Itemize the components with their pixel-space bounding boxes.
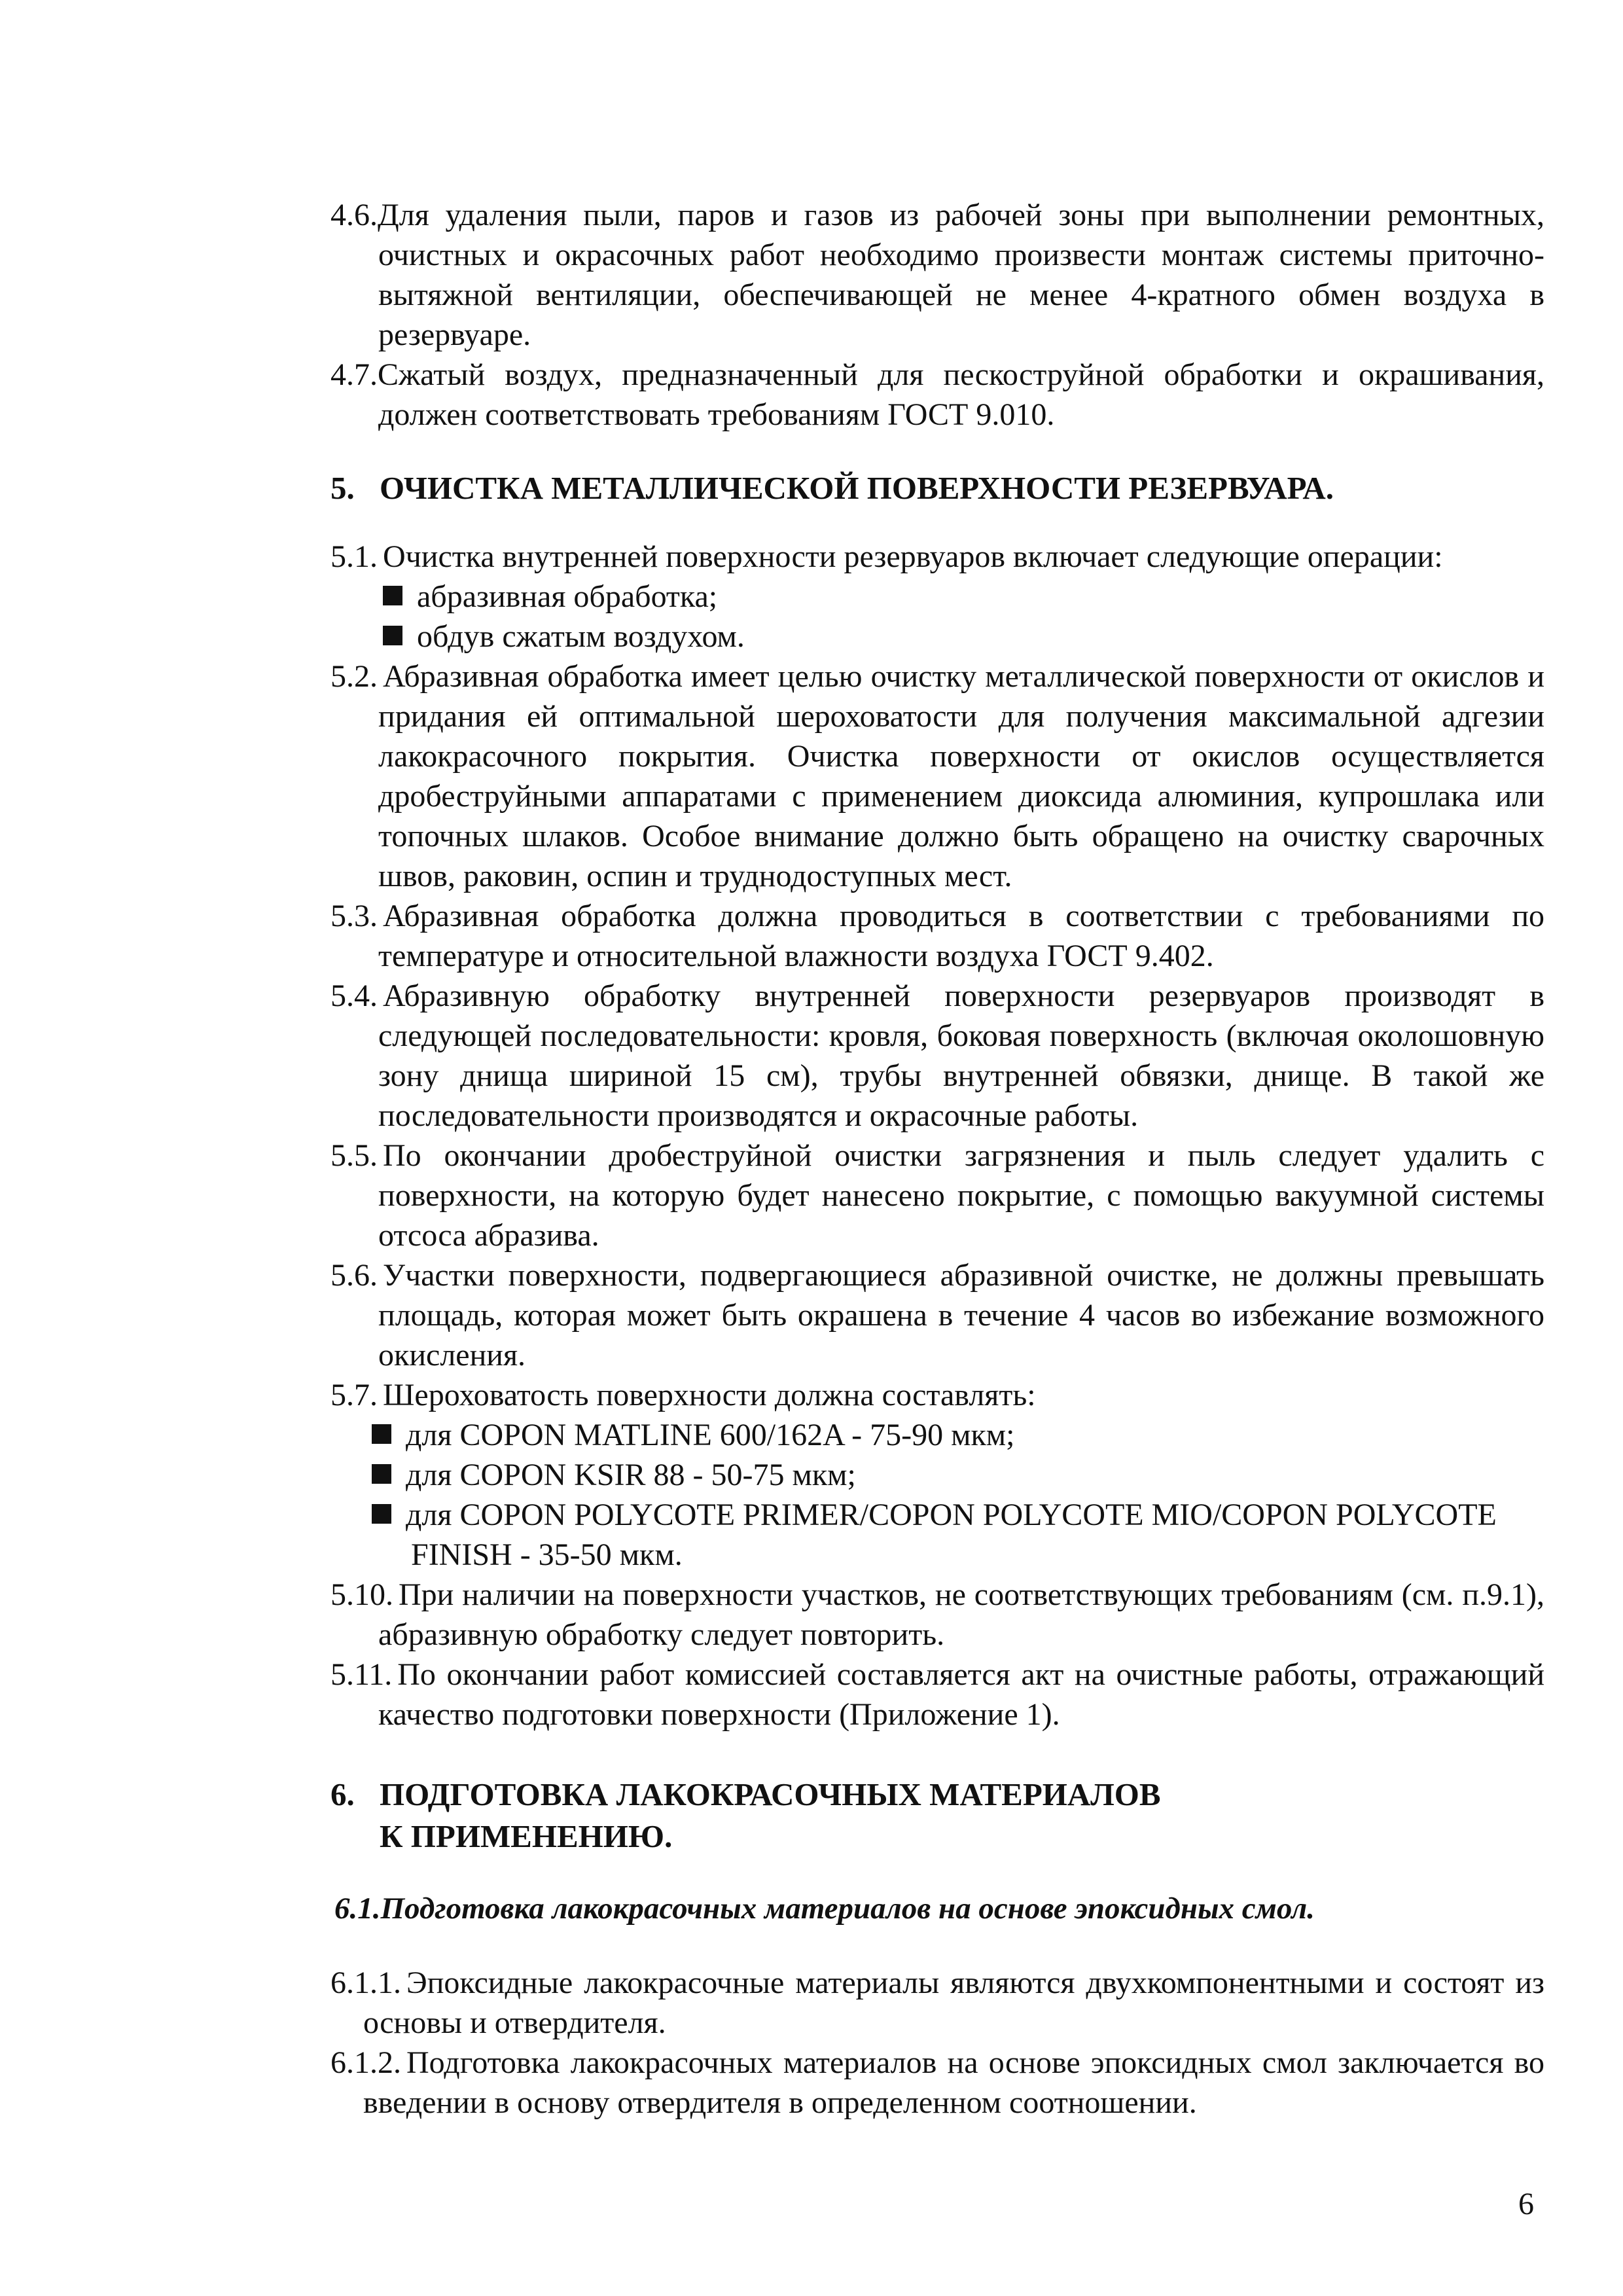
square-bullet-icon (383, 586, 402, 605)
clause-number: 5.3. (330, 899, 378, 933)
clause-text: Участки поверхности, подвергающиеся абразивной очистке, не должны превышать площадь, которая может быть окрашена в течение 4 часов во избежание возможного окисления. (378, 1258, 1544, 1372)
clause-number: 4.6. (330, 198, 378, 232)
bullet-text: для COPON KSIR 88 - 50-75 мкм; (406, 1458, 856, 1492)
section-title: ОЧИСТКА МЕТАЛЛИЧЕСКОЙ ПОВЕРХНОСТИ РЕЗЕРВУАРА. (380, 470, 1334, 506)
clause-text: Абразивная обработка должна проводиться в соответствии с требованиями по температуре и относительной влажности воздуха ГОСТ 9.402. (378, 899, 1544, 973)
clause-number: 5.7. (330, 1378, 378, 1412)
bullet-item (330, 617, 1544, 656)
clause-4-6 (330, 195, 1544, 355)
clause-5-3 (330, 896, 1544, 976)
clause-5-6 (330, 1255, 1544, 1375)
clause-text: Шероховатость поверхности должна составлять: (383, 1378, 1036, 1412)
clause-5-10 (330, 1575, 1544, 1655)
clause-text: Для удаления пыли, паров и газов из рабочей зоны при выполнении ремонтных, очистных и окрасочных работ необходимо произвести монтаж системы приточно-вытяжной вентиляции, обеспечивающей не менее 4-кратного обмен воздуха в резервуаре. (378, 198, 1544, 352)
section-number: 6. (330, 1776, 355, 1812)
bullet-text: обдув сжатым воздухом. (417, 619, 745, 654)
clause-number: 5.1. (330, 539, 378, 574)
section-number: 5. (330, 470, 355, 506)
section-title-line-1: ПОДГОТОВКА ЛАКОКРАСОЧНЫХ МАТЕРИАЛОВ (380, 1776, 1161, 1812)
bullet-text: для COPON POLYCOTE PRIMER/COPON POLYCOTE MIO/COPON POLYCOTE FINISH - 35-50 мкм. (406, 1498, 1497, 1572)
clause-text: По окончании работ комиссией составляется акт на очистные работы, отражающий качество подготовки поверхности (Приложение 1). (378, 1657, 1544, 1732)
clause-5-11 (330, 1655, 1544, 1734)
clause-text: При наличии на поверхности участков, не соответствующих требованиям (см. п.9.1), абразивную обработку следует повторить. (378, 1577, 1544, 1652)
clause-5-5 (330, 1136, 1544, 1255)
bullet-item (330, 1455, 1544, 1495)
clause-text: Очистка внутренней поверхности резервуаров включает следующие операции: (383, 539, 1443, 574)
square-bullet-icon (383, 626, 402, 645)
clause-text: По окончании дробеструйной очистки загрязнения и пыль следует удалить с поверхности, на которую будет нанесено покрытие, с помощью вакуумной системы отсоса абразива. (378, 1138, 1544, 1253)
clause-number: 5.2. (330, 659, 378, 694)
bullet-item (330, 1495, 1544, 1575)
clause-number: 5.5. (330, 1138, 378, 1173)
clause-number: 5.6. (330, 1258, 378, 1293)
clause-text: Сжатый воздух, предназначенный для пескоструйной обработки и окрашивания, должен соответствовать требованиям ГОСТ 9.010. (378, 357, 1544, 432)
clause-text: Абразивная обработка имеет целью очистку металлической поверхности от окислов и придания ей оптимальной шероховатости для получения максимальной адгезии лакокрасочного покрытия. Очистка поверхности от окислов осуществляется дробеструйными аппаратами с применением диоксида алюминия, купрошлака или топочных шлаков. Особое внимание должно быть обращено на очистку сварочных швов, раковин, оспин и труднодоступных мест. (378, 659, 1544, 893)
bullet-text: для COPON MATLINE 600/162A - 75-90 мкм; (406, 1418, 1015, 1452)
section-6-heading (330, 1774, 1544, 1816)
clause-text: Эпоксидные лакокрасочные материалы являются двухкомпонентными и состоят из основы и отвердителя. (363, 1965, 1544, 2040)
section-6-heading-continuation (330, 1816, 1544, 1857)
square-bullet-icon (372, 1464, 391, 1484)
clause-6-1-1 (330, 1963, 1544, 2043)
square-bullet-icon (372, 1504, 391, 1524)
bullet-item (330, 577, 1544, 617)
page-number: 6 (1518, 2187, 1534, 2221)
page-content (330, 195, 1544, 2123)
clause-number: 6.1.1. (330, 1965, 401, 2000)
section-5-heading (330, 467, 1544, 509)
clause-number: 6.1.2. (330, 2045, 401, 2080)
bullet-text: абразивная обработка; (417, 579, 718, 614)
clause-text: Абразивную обработку внутренней поверхности резервуаров производят в следующей последовательности: кровля, боковая поверхность (включая околошовную зону днища шириной 15 см), трубы внутренней обвязки, днище. В такой же последовательности производятся и окрасочные работы. (378, 978, 1544, 1133)
section-title-line-2: К ПРИМЕНЕНИЮ. (380, 1818, 673, 1854)
clause-5-1 (330, 537, 1544, 577)
clause-text: Подготовка лакокрасочных материалов на основе эпоксидных смол заключается во введении в основу отвердителя в определенном соотношении. (363, 2045, 1544, 2120)
clause-6-1-2 (330, 2043, 1544, 2123)
clause-5-7 (330, 1375, 1544, 1415)
clause-number: 5.4. (330, 978, 378, 1013)
clause-5-4 (330, 976, 1544, 1136)
subsection-title: 6.1.Подготовка лакокрасочных материалов на основе эпоксидных смол. (334, 1892, 1315, 1926)
clause-number: 4.7. (330, 357, 378, 392)
clause-number: 5.11. (330, 1657, 393, 1692)
clause-number: 5.10. (330, 1577, 393, 1612)
subsection-6-1-heading (330, 1889, 1544, 1929)
bullet-item (330, 1415, 1544, 1455)
clause-5-2 (330, 656, 1544, 896)
square-bullet-icon (372, 1424, 391, 1444)
clause-4-7 (330, 355, 1544, 435)
